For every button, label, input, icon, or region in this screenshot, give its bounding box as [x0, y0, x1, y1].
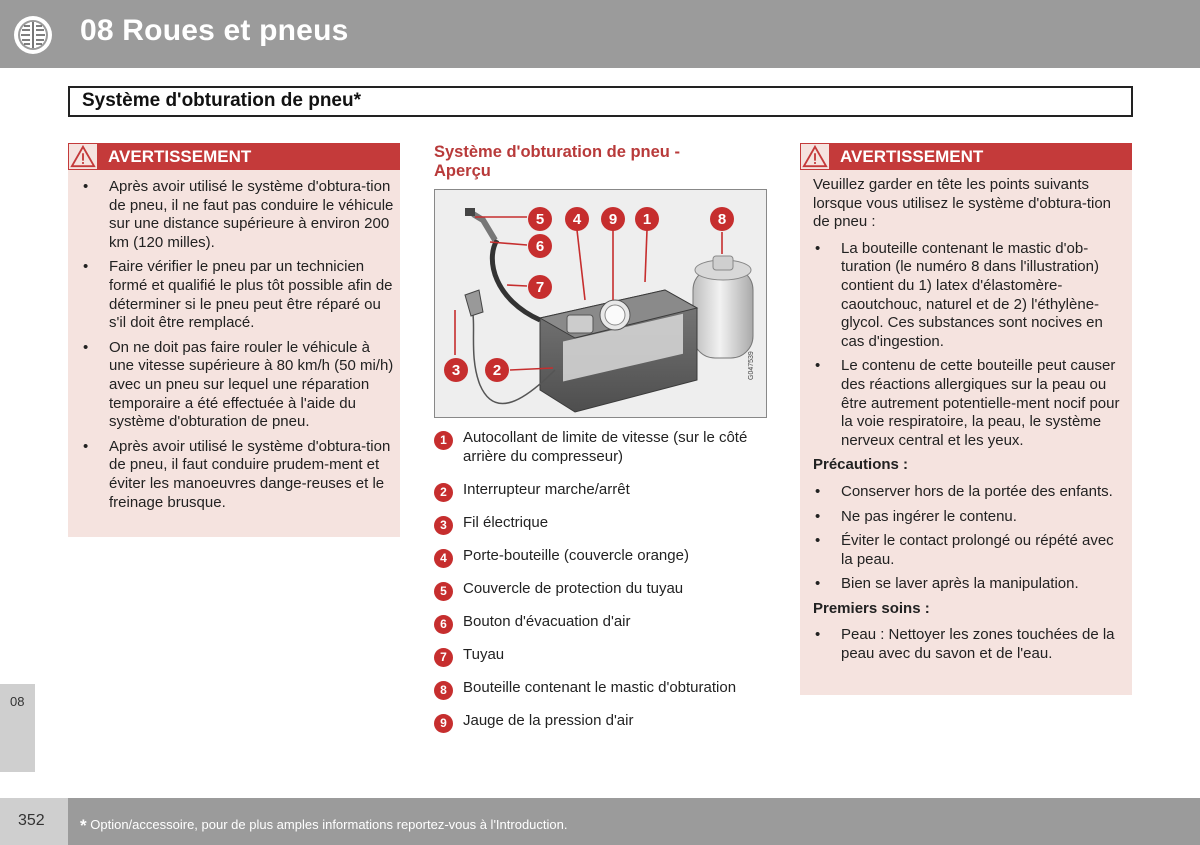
- warning-triangle-icon: [68, 143, 98, 170]
- legend-text: Autocollant de limite de vitesse (sur le côté arrière du compresseur): [463, 429, 748, 465]
- list-item: • Bien se laver après la manipulation.: [800, 575, 1125, 594]
- legend-number: 5: [434, 582, 453, 601]
- right-warning-header: [800, 143, 1132, 170]
- svg-text:9: 9: [608, 211, 618, 228]
- chapter-side-tab: [0, 684, 35, 772]
- legend-text: Interrupteur marche/arrêt: [463, 481, 630, 498]
- compressor: [540, 290, 697, 412]
- right-warning-content: [813, 176, 1125, 670]
- footnote-star: *: [80, 816, 87, 835]
- left-warning-label: AVERTISSEMENT: [108, 147, 252, 166]
- page-footer: [0, 798, 1200, 845]
- figure-legend: [434, 428, 774, 744]
- precautions-list: [800, 483, 1125, 594]
- legend-number: 1: [434, 431, 453, 450]
- callout-8: [710, 207, 734, 231]
- legend-number: 8: [434, 681, 453, 700]
- section-title-bar: [68, 86, 1133, 117]
- list-item: • Éviter le contact prolongé ou répété avec la peau.: [800, 532, 1125, 569]
- list-item: • Conserver hors de la portée des enfants.: [800, 483, 1125, 502]
- legend-number: 4: [434, 549, 453, 568]
- legend-number: 2: [434, 483, 453, 502]
- legend-number: 3: [434, 516, 453, 535]
- svg-text:7: 7: [535, 279, 545, 296]
- legend-item: [434, 428, 774, 466]
- footnote: [80, 814, 567, 834]
- legend-text: Tuyau: [463, 646, 505, 663]
- callout-3: [444, 358, 468, 382]
- callout-6: [528, 234, 552, 258]
- legend-text: Bouton d'évacuation d'air: [463, 613, 631, 630]
- callout-5: [528, 207, 552, 231]
- svg-text:3: 3: [451, 362, 461, 379]
- callout-4: [565, 207, 589, 231]
- legend-item: [434, 513, 774, 532]
- legend-item: [434, 645, 774, 664]
- legend-text: Bouteille contenant le mastic d'obturation: [463, 679, 737, 696]
- legend-number: 9: [434, 714, 453, 733]
- legend-text: Porte-bouteille (couvercle orange): [463, 547, 689, 564]
- kit-illustration-svg: [435, 190, 767, 418]
- right-warning-label: AVERTISSEMENT: [840, 147, 984, 166]
- svg-text:5: 5: [535, 211, 545, 228]
- callout-7: [528, 275, 552, 299]
- first-aid-list: [800, 626, 1125, 663]
- left-warning-box: [68, 143, 400, 537]
- legend-item: [434, 546, 774, 565]
- tire-icon: [13, 15, 53, 55]
- svg-text:4: 4: [572, 211, 582, 228]
- legend-item: [434, 579, 774, 598]
- svg-text:1: 1: [642, 211, 652, 228]
- sealant-bottle: [693, 256, 753, 358]
- legend-number: 6: [434, 615, 453, 634]
- list-item: • Ne pas ingérer le contenu.: [800, 508, 1125, 527]
- legend-item: [434, 612, 774, 631]
- figure-code: G047539: [748, 351, 755, 380]
- legend-text: Fil électrique: [463, 514, 549, 531]
- svg-text:6: 6: [535, 238, 545, 255]
- list-item: • La bouteille contenant le mastic d'ob-turation (le numéro 8 dans l'illustration) contient du 1) latex d'élastomère-caoutchouc, naturel et de 2) l'éthylène-glycol. Ces substances sont nocives en cas d'ingestion.: [800, 240, 1125, 352]
- tire-sealing-kit-illustration: [434, 189, 767, 418]
- callout-2: [485, 358, 509, 382]
- list-item: • Après avoir utilisé le système d'obtura-tion de pneu, il faut conduire prudem-ment et éviter les manoeuvres dange-reuses et le freinage brusque.: [68, 438, 394, 512]
- legend-number: 7: [434, 648, 453, 667]
- page-number-box: [0, 798, 68, 845]
- footnote-text: Option/accessoire, pour de plus amples informations reportez-vous à l'Introduction.: [90, 817, 568, 832]
- first-aid-heading: Premiers soins :: [813, 599, 930, 617]
- chapter-title: 08 Roues et pneus: [80, 14, 349, 47]
- list-item: • On ne doit pas faire rouler le véhicule à une vitesse supérieure à 80 km/h (50 mi/h) avec un pneu sur lequel une réparation temporaire a été effectuée à l'aide du système d'obturation de pneu.: [68, 339, 394, 432]
- callout-9: [601, 207, 625, 231]
- warning-triangle-icon: [800, 143, 830, 170]
- legend-text: Couvercle de protection du tuyau: [463, 580, 684, 597]
- left-warning-list: [68, 178, 394, 518]
- chapter-header: [0, 0, 1200, 68]
- overview-title: Système d'obturation de pneu - Aperçu: [434, 143, 680, 180]
- legend-item: [434, 480, 774, 499]
- list-item: • Peau : Nettoyer les zones touchées de la peau avec du savon et de l'eau.: [800, 626, 1125, 663]
- legend-item: [434, 711, 774, 730]
- svg-text:2: 2: [492, 362, 502, 379]
- callout-1: [635, 207, 659, 231]
- warning-intro: Veuillez garder en tête les points suivants lorsque vous utilisez le système d'obtura-tion de pneu :: [813, 176, 1112, 231]
- list-item: • Après avoir utilisé le système d'obtura-tion de pneu, il ne faut pas conduire le véhicule sur une distance supérieure à environ 200 km (120 milles).: [68, 178, 394, 252]
- precautions-heading: Précautions :: [813, 456, 909, 474]
- legend-item: [434, 678, 774, 697]
- right-warning-list: [800, 240, 1125, 451]
- legend-text: Jauge de la pression d'air: [463, 712, 634, 729]
- section-title: Système d'obturation de pneu*: [82, 90, 361, 111]
- chapter-tab-label: 08: [10, 694, 25, 709]
- list-item: • Faire vérifier le pneu par un technicien formé et qualifié le plus tôt possible afin de déterminer si le pneu peut être réparé ou s'il doit être remplacé.: [68, 258, 394, 332]
- right-warning-box: [800, 143, 1132, 695]
- list-item: • Le contenu de cette bouteille peut causer des réactions allergiques sur la peau ou être autrement potentielle-ment nocif pour la voie respiratoire, la peau, le système nerveux central et les yeux.: [800, 357, 1125, 450]
- left-warning-header: [68, 143, 400, 170]
- svg-text:8: 8: [717, 211, 727, 228]
- page-number: 352: [18, 812, 45, 829]
